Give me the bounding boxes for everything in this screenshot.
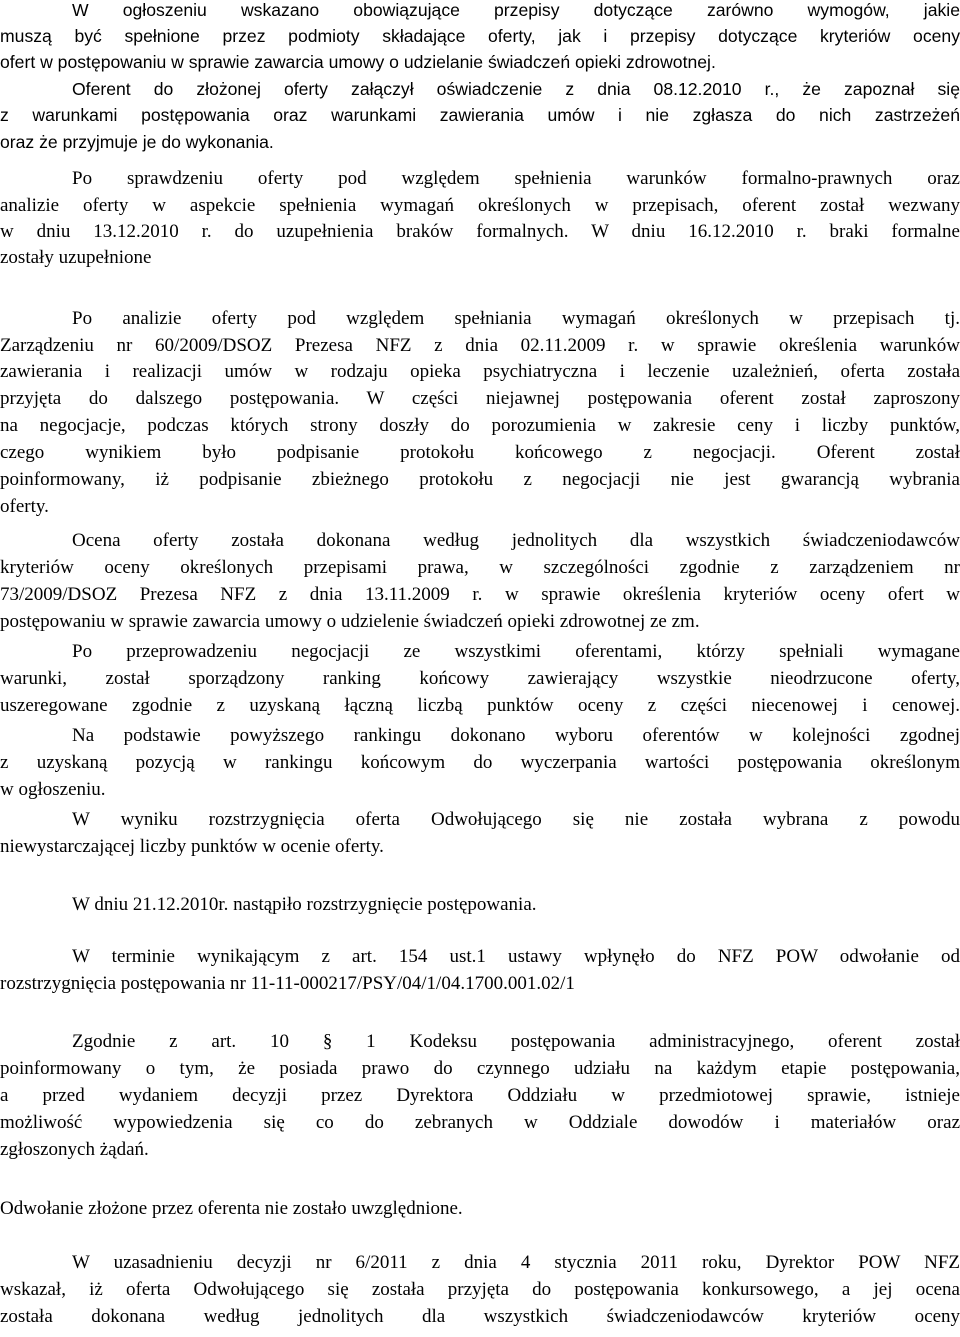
text-line: ofert w postępowaniu w sprawie zawarcia umowy o udzielanie świadczeń opieki zdrowotnej. bbox=[0, 52, 716, 72]
text-line: rozstrzygnięcia postępowania nr 11-11-000217/PSY/04/1/04.1700.001.02/1 bbox=[0, 973, 575, 994]
text-line: z uzyskaną pozycją w rankingu końcowym do wyczerpania wartości postępowania określonym bbox=[0, 752, 960, 773]
text-line: Po przeprowadzeniu negocjacji ze wszystkimi oferentami, którzy spełniali wymagane bbox=[72, 641, 960, 662]
text-line: W wyniku rozstrzygnięcia oferta Odwołującego się nie została wybrana z powodu bbox=[72, 809, 960, 830]
text-line: niewystarczającej liczby punktów w ocenie oferty. bbox=[0, 836, 384, 857]
text-line: uszeregowane zgodnie z uzyskaną łączną liczbą punktów oceny z części niecenowej i cenowej. bbox=[0, 695, 960, 716]
text-line: poinformowany, iż podpisanie zbieżnego protokołu z negocjacji nie jest gwarancją wybrania bbox=[0, 469, 960, 490]
text-line: Oferent do złożonej oferty załączył oświadczenie z dnia 08.12.2010 r., że zapoznał się bbox=[72, 79, 960, 99]
text-line: kryteriów oceny określonych przepisami prawa, w szczególności zgodnie z zarządzeniem nr bbox=[0, 557, 960, 578]
text-line: możliwość wypowiedzenia się co do zebranych w Oddziale dowodów i materiałów oraz bbox=[0, 1112, 960, 1133]
text-line: a przed wydaniem decyzji przez Dyrektora Oddziału w przedmiotowej sprawie, istnieje bbox=[0, 1085, 960, 1106]
text-line: 73/2009/DSOZ Prezesa NFZ z dnia 13.11.2009 r. w sprawie określenia kryteriów oceny ofert w bbox=[0, 584, 960, 605]
text-line: zawierania i realizacji umów w rodzaju opieka psychiatryczna i leczenie uzależnień, oferta została bbox=[0, 361, 960, 382]
text-line: W dniu 21.12.2010r. nastąpiło rozstrzygnięcie postępowania. bbox=[72, 894, 537, 915]
text-line: Ocena oferty została dokonana według jednolitych dla wszystkich świadczeniodawców bbox=[72, 530, 960, 551]
text-line: przyjęta do dalszego postępowania. W części niejawnej postępowania oferent został zaproszony bbox=[0, 388, 960, 409]
text-line: zgłoszonych żądań. bbox=[0, 1139, 149, 1160]
text-line: wskazał, iż oferta Odwołującego się została przyjęta do postępowania konkursowego, a jej ocena bbox=[0, 1279, 960, 1300]
text-line: poinformowany o tym, że posiada prawo do czynnego udziału na każdym etapie postępowania, bbox=[0, 1058, 960, 1079]
text-line: w dniu 13.12.2010 r. do uzupełnienia braków formalnych. W dniu 16.12.2010 r. braki formalne bbox=[0, 221, 960, 242]
text-line: Na podstawie powyższego rankingu dokonano wyboru oferentów w kolejności zgodnej bbox=[72, 725, 960, 746]
text-line: oferty. bbox=[0, 496, 49, 517]
text-line: analizie oferty w aspekcie spełnienia wymagań określonych w przepisach, oferent został wezwany bbox=[0, 195, 960, 216]
text-line: warunki, został sporządzony ranking końcowy zawierający wszystkie nieodrzucone oferty, bbox=[0, 668, 960, 689]
text-line: muszą być spełnione przez podmioty składające oferty, jak i przepisy dotyczące kryteriów oceny bbox=[0, 26, 960, 46]
text-line: Odwołanie złożone przez oferenta nie zostało uwzględnione. bbox=[0, 1198, 463, 1219]
text-line: W ogłoszeniu wskazano obowiązujące przepisy dotyczące zarówno wymogów, jakie bbox=[72, 0, 960, 20]
text-line: Zarządzeniu nr 60/2009/DSOZ Prezesa NFZ z dnia 02.11.2009 r. w sprawie określenia warunków bbox=[0, 335, 960, 356]
text-line: W uzasadnieniu decyzji nr 6/2011 z dnia 4 stycznia 2011 roku, Dyrektor POW NFZ bbox=[72, 1252, 960, 1273]
text-line: czego wynikiem było podpisanie protokołu końcowego z negocjacji. Oferent został bbox=[0, 442, 960, 463]
text-line: Po sprawdzeniu oferty pod względem spełnienia warunków formalno-prawnych oraz bbox=[72, 168, 960, 189]
text-line: W terminie wynikającym z art. 154 ust.1 ustawy wpłynęło do NFZ POW odwołanie od bbox=[72, 946, 960, 967]
text-line: została dokonana według jednolitych dla wszystkich świadczeniodawców kryteriów oceny bbox=[0, 1306, 960, 1327]
text-line: zostały uzupełnione bbox=[0, 247, 152, 268]
text-line: Zgodnie z art. 10 § 1 Kodeksu postępowania administracyjnego, oferent został bbox=[72, 1031, 960, 1052]
text-line: Po analizie oferty pod względem spełniania wymagań określonych w przepisach tj. bbox=[72, 308, 960, 329]
text-line: postępowaniu w sprawie zawarcia umowy o udzielenie świadczeń opieki zdrowotnej ze zm. bbox=[0, 611, 700, 632]
text-line: na negocjacje, podczas których strony doszły do porozumienia w zakresie ceny i liczby punktów, bbox=[0, 415, 960, 436]
text-line: oraz że przyjmuje je do wykonania. bbox=[0, 132, 274, 152]
text-line: z warunkami postępowania oraz warunkami zawierania umów i nie zgłasza do nich zastrzeżeń bbox=[0, 105, 960, 125]
text-line: w ogłoszeniu. bbox=[0, 779, 106, 800]
